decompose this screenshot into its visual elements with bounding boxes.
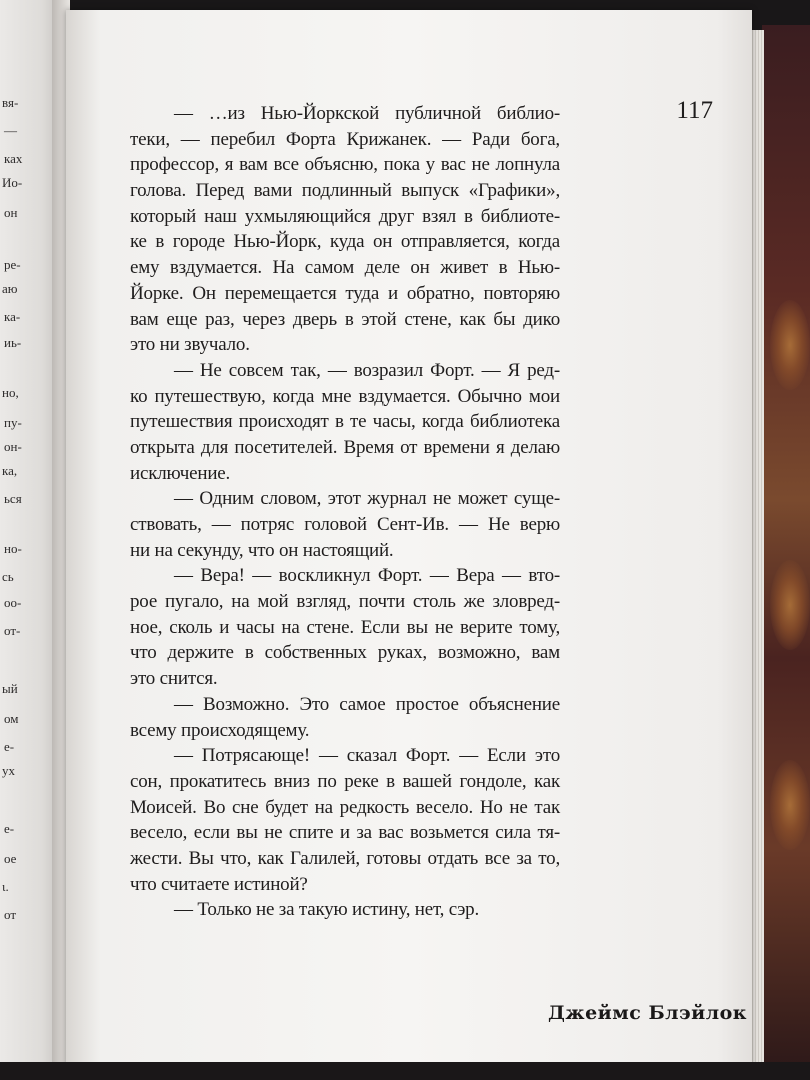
text-line: — …из Нью-Йоркской публичной библио- — [174, 103, 560, 124]
left-page-fragment: аю — [2, 281, 18, 296]
body-text — [130, 101, 560, 923]
cover-ornament — [770, 300, 810, 390]
text-line: Йорке. Он перемещается туда и обратно, повторяю — [130, 282, 560, 304]
text-line: что считаете истиной? — [130, 873, 308, 895]
text-line: исключение. — [130, 462, 231, 484]
text-line: жести. Вы что, как Галилей, готовы отдать все за то, — [130, 847, 560, 869]
text-line: ное, сколь и часы на стене. Если вы не верите тому, — [130, 616, 560, 638]
book-cover-edge — [762, 25, 810, 1080]
text-line: — Одним словом, этот журнал не может суще- — [174, 488, 560, 510]
text-line: голова. Перед вами подлинный выпуск «Графики», — [130, 180, 560, 202]
text-line: ко путешествую, когда мне вздумается. Обычно мои — [130, 385, 560, 407]
left-page-fragment: Ио- — [2, 175, 23, 190]
left-page-fragment: но, — [2, 385, 19, 400]
left-page-fragment: от- — [4, 623, 21, 638]
left-page — [0, 0, 60, 1062]
left-page-fragment: — — [4, 123, 17, 138]
text-line: — Возможно. Это самое простое объяснение — [174, 693, 560, 715]
text-line: это снится. — [130, 668, 218, 690]
left-page-fragment: оо- — [4, 595, 22, 610]
left-page-fragment: е- — [4, 739, 15, 754]
left-page-fragment: ом — [4, 711, 19, 726]
text-line: всему происходящему. — [130, 719, 310, 741]
left-page-fragment: ка, — [2, 463, 18, 478]
left-page-fragment: он- — [4, 439, 22, 454]
text-line: ствовать, — потряс головой Сент-Ив. — Не верю — [130, 514, 560, 535]
text-line: ему вздумается. На самом деле он живет в Нью- — [130, 257, 560, 279]
left-page-fragment: вя- — [2, 95, 19, 110]
left-page-fragment: ι. — [2, 879, 9, 894]
text-line: что держите в собственных руках, возможно, вам — [130, 642, 560, 664]
text-line: Моисей. Во сне будет на редкость весело. Но не так — [130, 796, 560, 818]
text-line: сон, прокатитесь вниз по реке в вашей гондоле, как — [130, 770, 560, 792]
cover-ornament — [770, 560, 810, 650]
left-page-fragment: иь- — [4, 335, 22, 350]
left-page-fragment: но- — [4, 541, 22, 556]
left-page-fragment: ое — [4, 851, 17, 866]
left-page-fragment: е- — [4, 821, 15, 836]
left-page-fragment: ре- — [4, 257, 21, 272]
text-line: ни на секунду, что он настоящий. — [130, 539, 394, 561]
background-bottom — [0, 1062, 810, 1080]
running-footer: Джеймс Блэйлок — [548, 1002, 748, 1024]
left-page-fragment: ый — [2, 681, 18, 696]
left-page-fragment: пу- — [4, 415, 22, 430]
left-page-fragment: от — [4, 907, 17, 922]
text-line: открыта для посетителей. Время от времени я делаю — [130, 436, 560, 458]
text-line: — Не совсем так, — возразил Форт. — Я ред- — [174, 359, 560, 381]
text-line: — Вера! — воскликнул Форт. — Вера — вто- — [174, 565, 560, 587]
left-page-fragment: ка- — [4, 309, 21, 324]
left-page-fragment: сь — [2, 569, 14, 584]
text-line: — Только не за такую истину, нет, сэр. — [174, 899, 480, 921]
text-line: — Потрясающе! — сказал Форт. — Если это — [174, 745, 560, 767]
left-page-fragment: ух — [2, 763, 15, 778]
text-line: весело, если вы не спите и за вас возьмется сила тя- — [130, 822, 560, 844]
cover-ornament — [770, 760, 810, 850]
left-page-fragment: ься — [4, 491, 22, 506]
page-number: 117 — [676, 97, 713, 124]
text-line: путешествия происходят в те часы, когда библиотека — [130, 411, 560, 433]
text-line: ке в городе Нью-Йорк, куда он отправляется, когда — [130, 231, 560, 253]
text-line: вам еще раз, через дверь в этой стене, как бы дико — [130, 308, 560, 330]
text-line: это ни звучало. — [130, 334, 250, 356]
text-line: теки, — перебил Форта Крижанек. — Ради бога, — [130, 128, 560, 150]
text-line: который наш ухмыляющийся друг взял в библиоте- — [130, 205, 560, 227]
left-page-fragment: он — [4, 205, 18, 220]
text-line: рое пугало, на мой взгляд, почти столь же зловред- — [130, 591, 560, 613]
text-line: профессор, я вам все объясню, пока у вас не лопнула — [130, 154, 560, 176]
left-page-fragment: ках — [4, 151, 23, 166]
